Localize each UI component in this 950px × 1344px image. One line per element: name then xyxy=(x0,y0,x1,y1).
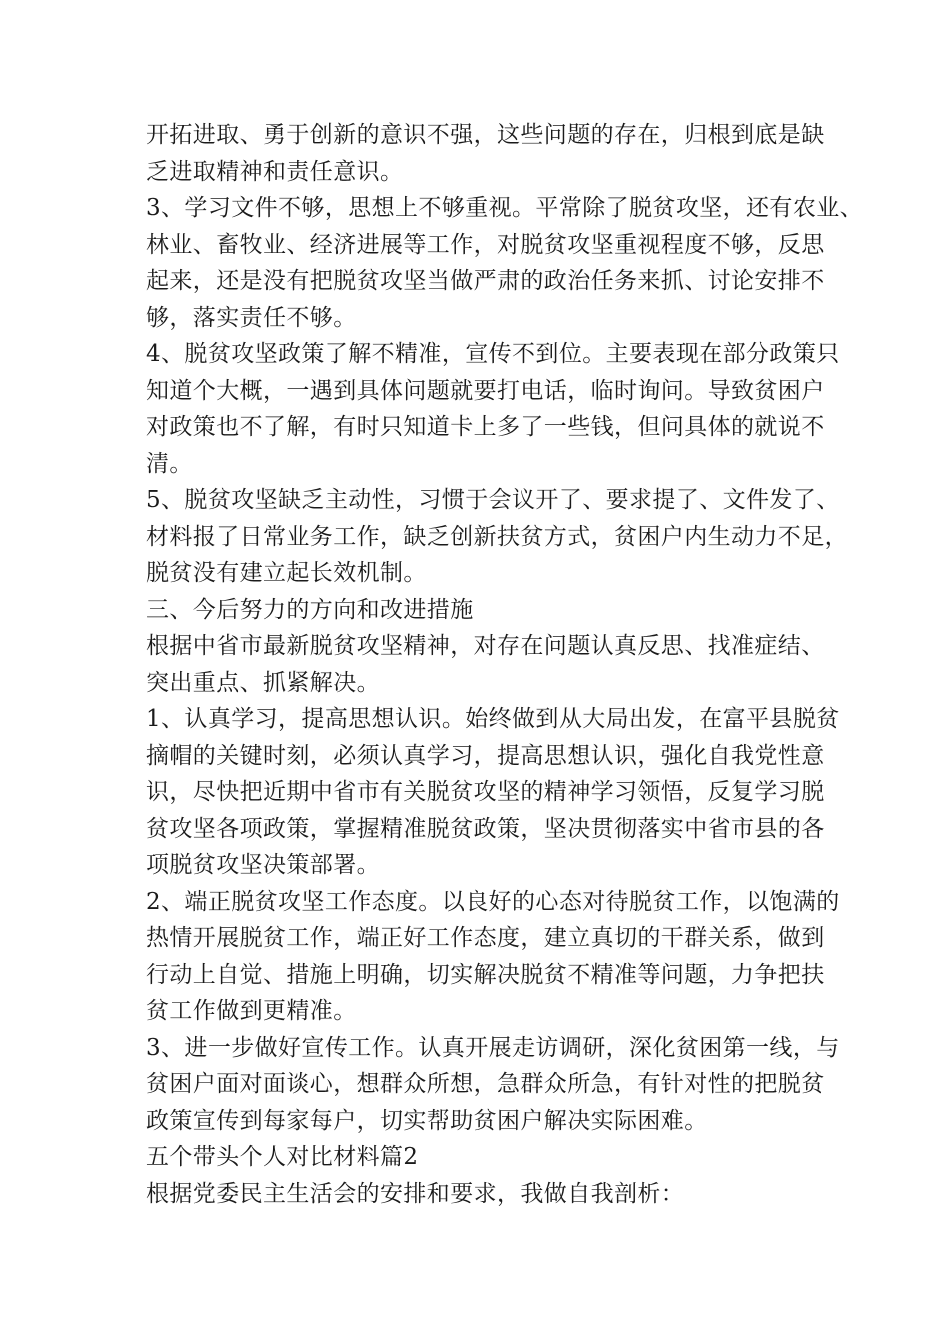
text-line: 开拓进取、勇于创新的意识不强，这些问题的存在，归根到底是缺 xyxy=(146,122,825,148)
text-line: 贫工作做到更精准。 xyxy=(146,998,357,1024)
text-line: 5、脱贫攻坚缺乏主动性，习惯于会议开了、要求提了、文件发了、 xyxy=(146,487,840,513)
text-line: 热情开展脱贫工作，端正好工作态度，建立真切的干群关系，做到 xyxy=(146,925,825,951)
text-line: 知道个大概，一遇到具体问题就要打电话，临时询问。导致贫困户 xyxy=(146,377,825,404)
text-line: 贫困户面对面谈心，想群众所想，急群众所急，有针对性的把脱贫 xyxy=(146,1071,825,1097)
text-line: 1、认真学习，提高思想认识。始终做到从大局出发，在富平县脱贫 xyxy=(146,706,840,732)
text-line: 材料报了日常业务工作，缺乏创新扶贫方式，贫困户内生动力不足， xyxy=(146,523,848,550)
text-line: 项脱贫攻坚决策部署。 xyxy=(146,852,380,878)
text-line: 清。 xyxy=(146,450,193,477)
text-line: 突出重点、抓紧解决。 xyxy=(146,669,380,696)
text-line: 根据党委民主生活会的安排和要求，我做自我剖析： xyxy=(146,1180,685,1207)
text-line: 行动上自觉、措施上明确，切实解决脱贫不精准等问题，力争把扶 xyxy=(146,961,825,988)
text-line: 贫攻坚各项政策，掌握精准脱贫政策，坚决贯彻落实中省市县的各 xyxy=(146,815,825,842)
text-line: 3、进一步做好宣传工作。认真开展走访调研，深化贫困第一线，与 xyxy=(146,1034,840,1061)
text-line: 摘帽的关键时刻，必须认真学习，提高思想认识，强化自我党性意 xyxy=(146,742,825,769)
text-line: 乏进取精神和责任意识。 xyxy=(146,158,404,185)
text-line: 林业、畜牧业、经济进展等工作，对脱贫攻坚重视程度不够，反思 xyxy=(146,231,825,258)
text-line: 对政策也不了解，有时只知道卡上多了一些钱，但问具体的就说不 xyxy=(146,414,825,440)
text-line: 识，尽快把近期中省市有关脱贫攻坚的精神学习领悟，反复学习脱 xyxy=(146,779,825,805)
document-body xyxy=(146,117,864,1212)
text-line: 3、学习文件不够，思想上不够重视。平常除了脱贫攻坚，还有农业、 xyxy=(146,195,864,221)
text-line: 4、脱贫攻坚政策了解不精准，宣传不到位。主要表现在部分政策只 xyxy=(146,341,840,367)
text-line: 脱贫没有建立起长效机制。 xyxy=(146,560,427,586)
article-title: 五个带头个人对比材料篇2 xyxy=(146,1144,419,1170)
text-line: 够，落实责任不够。 xyxy=(146,304,357,331)
section-heading: 三、今后努力的方向和改进措施 xyxy=(146,596,474,623)
text-line: 政策宣传到每家每户，切实帮助贫困户解决实际困难。 xyxy=(146,1107,708,1134)
text-line: 起来，还是没有把脱贫攻坚当做严肃的政治任务来抓、讨论安排不 xyxy=(146,268,825,294)
text-line: 2、端正脱贫攻坚工作态度。以良好的心态对待脱贫工作，以饱满的 xyxy=(146,888,840,915)
text-line: 根据中省市最新脱贫攻坚精神，对存在问题认真反思、找准症结、 xyxy=(146,633,825,659)
